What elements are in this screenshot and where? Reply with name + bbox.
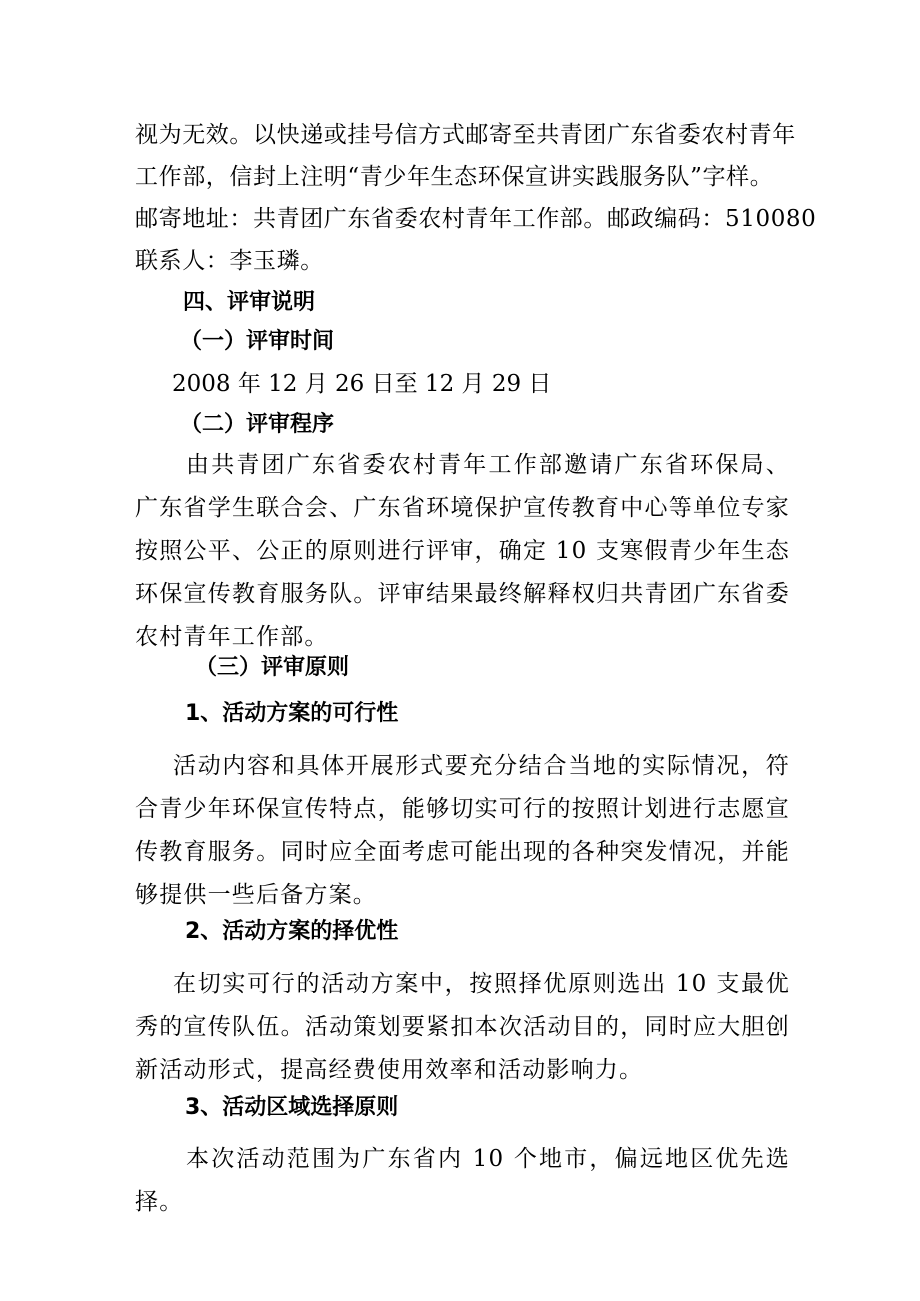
review-procedure-text: 由共青团广东省委农村青年工作部邀请广东省环保局、广东省学生联合会、广东省环境保护宣传教育中心等单位专家按照公平、公正的原则进行评审，确定 10 支寒假青少年生态环保宣传教育服务队。评审结果最终解释权归共青团广东省委农村青年工作部。 (135, 452, 790, 650)
body-line-1: 视为无效。以快递或挂号信方式邮寄至共青团广东省委农村青年 (135, 122, 796, 148)
principle-1-text: 活动内容和具体开展形式要充分结合当地的实际情况，符合青少年环保宣传特点，能够切实可行的按照计划进行志愿宣传教育服务。同时应全面考虑可能出现的各种突发情况，并能够提供一些后备方案。 (135, 753, 790, 908)
body-line-2: 工作部，信封上注明“青少年生态环保宣讲实践服务队”字样。 (135, 164, 774, 190)
principle-2-heading: 2、活动方案的择优性 (185, 919, 399, 944)
principle-3-text: 本次活动范围为广东省内 10 个地市，偏远地区优先选择。 (135, 1146, 790, 1215)
body-line-4: 联系人：李玉璘。 (135, 248, 324, 274)
section-4-title: 四、评审说明 (183, 290, 316, 315)
review-time-text: 2008 年 12 月 26 日至 12 月 29 日 (172, 371, 552, 397)
principle-2-text: 在切实可行的活动方案中，按照择优原则选出 10 支最优秀的宣传队伍。活动策划要紧扣本次活动目的，同时应大胆创新活动形式，提高经费使用效率和活动影响力。 (135, 971, 790, 1083)
review-principles-heading: （三）评审原则 (195, 655, 350, 680)
review-procedure-heading: （二）评审程序 (180, 412, 335, 437)
review-time-heading: （一）评审时间 (180, 329, 335, 354)
principle-3-heading: 3、活动区域选择原则 (185, 1095, 399, 1120)
body-line-3: 邮寄地址：共青团广东省委农村青年工作部。邮政编码：510080 (135, 206, 817, 232)
principle-1-heading: 1、活动方案的可行性 (185, 701, 399, 726)
